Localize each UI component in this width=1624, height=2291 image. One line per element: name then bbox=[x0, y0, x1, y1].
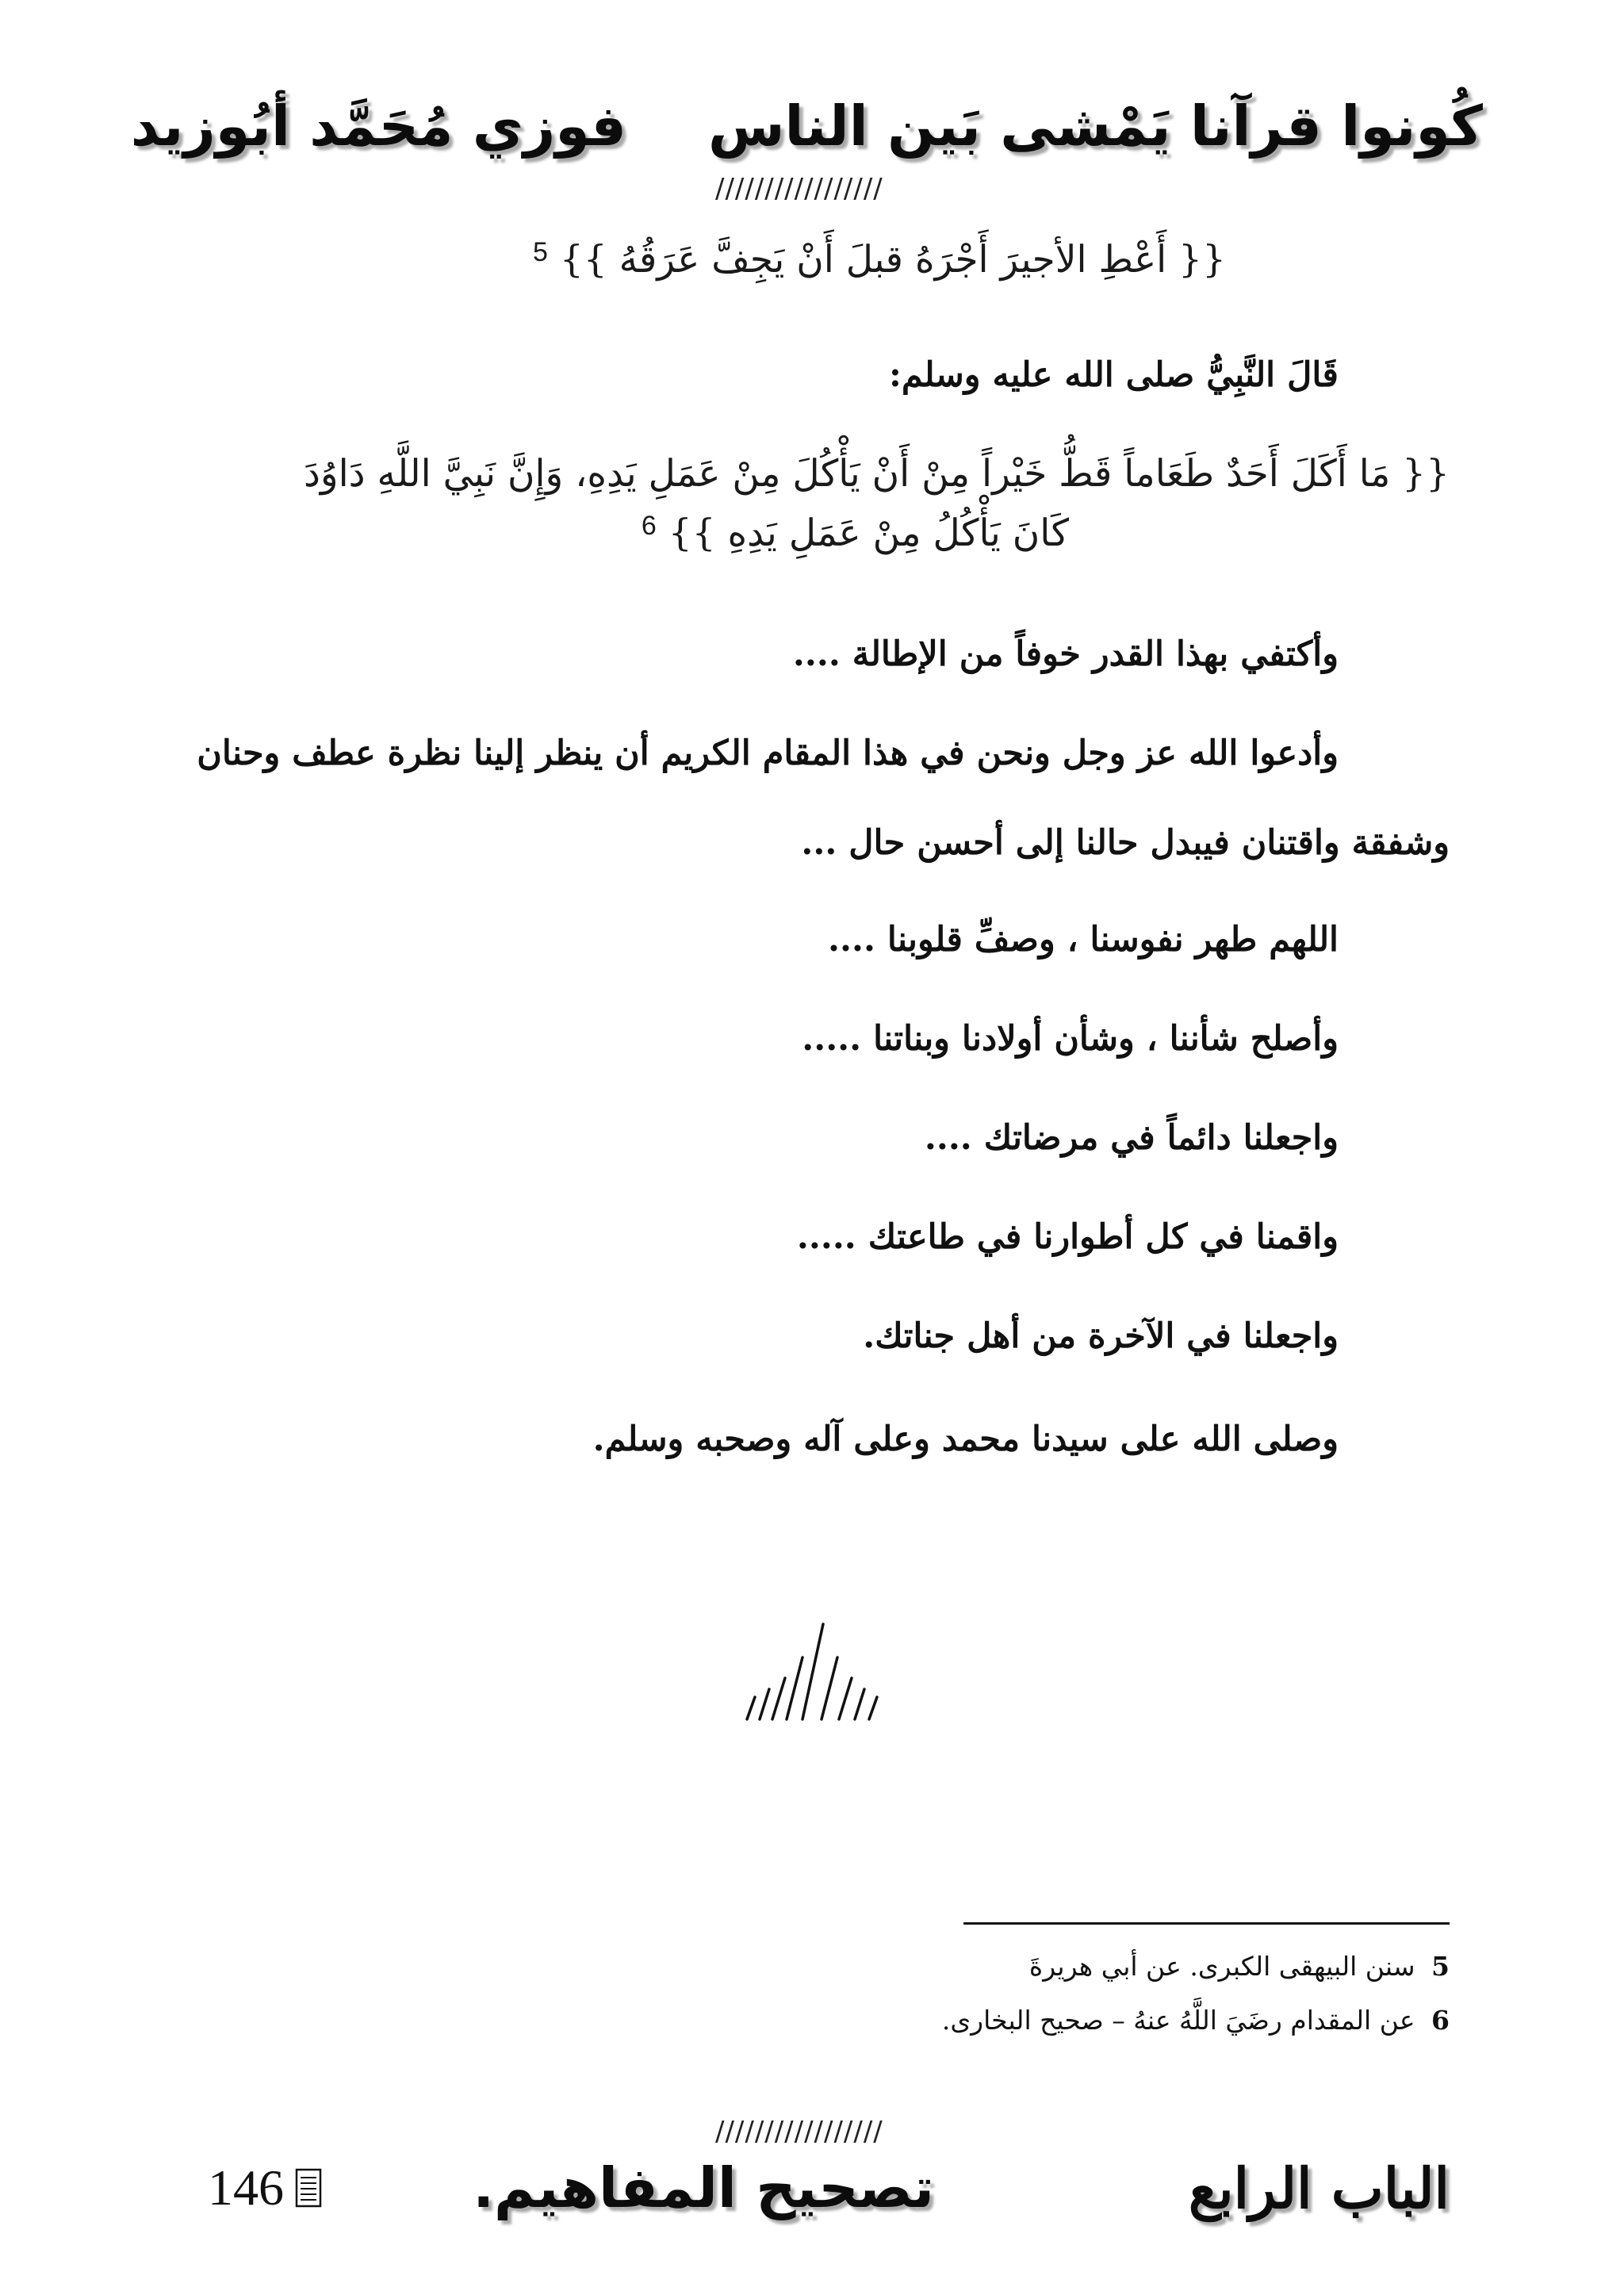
dua-line-5: واجعلنا في الآخرة من أهل جناتك. bbox=[863, 1316, 1339, 1356]
dua-line-3: واجعلنا دائماً في مرضاتك .... bbox=[924, 1118, 1339, 1158]
dua-line-1: اللهم طهر نفوسنا ، وصفِّ قلوبنا .... bbox=[828, 920, 1339, 960]
chapter-topic: تصحيح المفاهيم. bbox=[473, 2155, 934, 2220]
hadith-intro: قَالَ النَّبِيُّ صلى الله عليه وسلم: bbox=[889, 355, 1339, 395]
footnote-5-text: سنن البيهقى الكبرى. عن أبي هريرةَ bbox=[1028, 1951, 1415, 1982]
footnote-6-number: 6 bbox=[1431, 2005, 1450, 2036]
footnote-ref-6: 6 bbox=[641, 511, 657, 541]
dua-line-2: وأصلح شأننا ، وشأن أولادنا وبناتنا ..... bbox=[802, 1019, 1339, 1059]
footnote-5-number: 5 bbox=[1431, 1951, 1450, 1982]
page-number-block bbox=[208, 2159, 322, 2217]
paragraph-2-line-1: وأدعوا الله عز وجل ونحن في هذا المقام الكريم أن ينظر إلينا نظرة عطف وحنان bbox=[197, 734, 1339, 773]
chapter-name: الباب الرابع bbox=[1188, 2155, 1450, 2221]
author-name: فوزي مُحَمَّد أبُوزيد bbox=[130, 94, 626, 159]
footnote-separator bbox=[963, 1922, 1450, 1925]
paragraph-2-line-2: وشفقة واقتنان فيبدل حالنا إلى أحسن حال ... bbox=[801, 823, 1450, 863]
header-divider: ///////////////// bbox=[715, 173, 883, 205]
paragraph-1: وأكتفي بهذا القدر خوفاً من الإطالة .... bbox=[792, 634, 1339, 674]
footnote-6 bbox=[942, 2005, 1450, 2036]
book-title: كُونوا قرآنا يَمْشى بَين الناس bbox=[707, 94, 1483, 159]
footnote-ref-5: 5 bbox=[533, 237, 548, 267]
page-number: 146 bbox=[208, 2159, 284, 2216]
slash-ornament bbox=[737, 1618, 912, 1737]
hadith-quote-2-line-2 bbox=[642, 511, 1069, 555]
dua-line-4: واقمنا في كل أطوارنا في طاعتك ..... bbox=[796, 1217, 1339, 1257]
hadith-quote-2-text: كَانَ يَأْكُلُ مِنْ عَمَلِ يَدِهِ }} bbox=[668, 511, 1069, 555]
page-icon bbox=[295, 2168, 322, 2208]
footer-divider: ///////////////// bbox=[715, 2116, 883, 2147]
hadith-quote-1-text: {{ أَعْطِ الأجيرَ أَجْرَهُ قبلَ أَنْ يَجِفَّ عَرَقُهُ }} bbox=[559, 238, 1226, 282]
closing-line: وصلى الله على سيدنا محمد وعلى آله وصحبه وسلم. bbox=[592, 1419, 1339, 1459]
hadith-quote-1 bbox=[533, 238, 1226, 282]
hadith-quote-2-line-1: {{ مَا أَكَلَ أَحَدٌ طَعَاماً قَطُّ خَيْراً مِنْ أَنْ يَأْكُلَ مِنْ عَمَلِ يَدِهِ، وَإِنَّ نَبِيَّ اللَّهِ دَاوُدَ bbox=[303, 452, 1450, 496]
footnote-5 bbox=[1029, 1951, 1450, 1982]
footnote-6-text: عن المقدام رضَيَ اللَّهُ عنهُ – صحيح البخارى. bbox=[941, 2005, 1415, 2036]
